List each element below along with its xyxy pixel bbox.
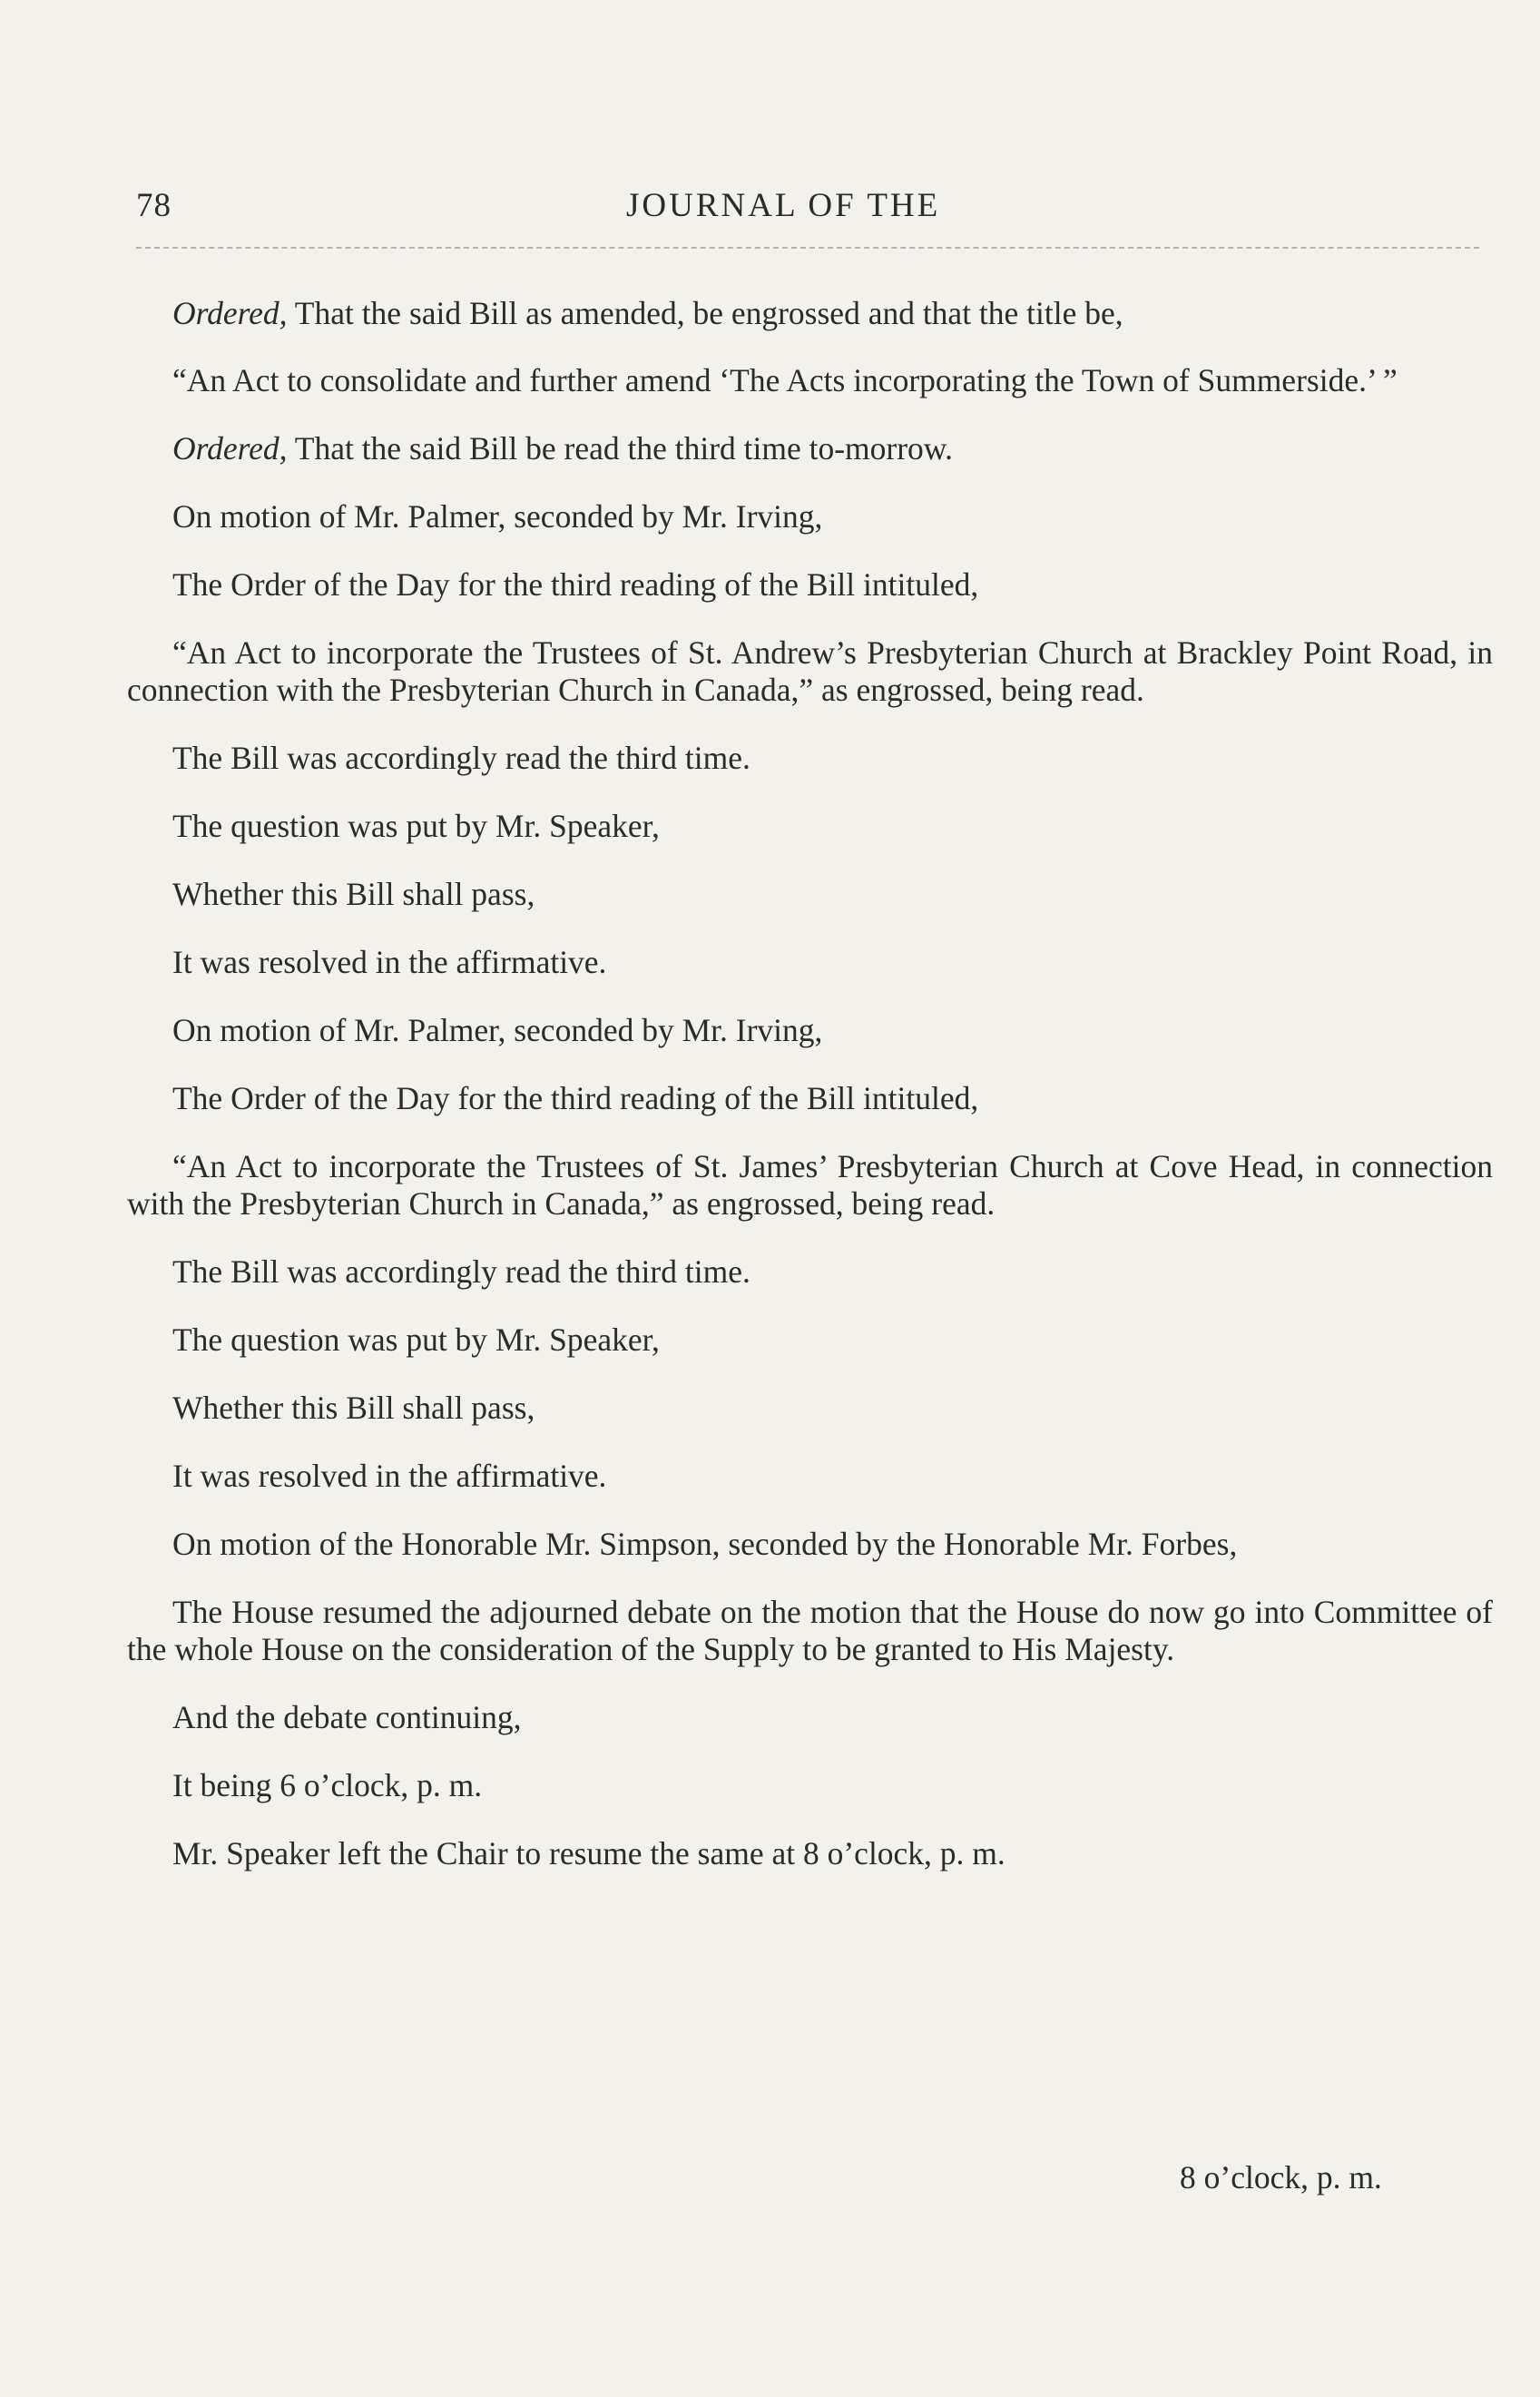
ordered-label: Ordered, [172, 430, 288, 467]
paragraph-motion: On motion of Mr. Palmer, seconded by Mr. Irving, [172, 1012, 823, 1048]
paragraph-debate-resumed: The House resumed the adjourned debate on the motion that the House do now go into Committee of the whole House on the consideration of the Supply to be granted to His Majesty. [127, 1594, 1493, 1667]
paragraph-resolved: It was resolved in the affirmative. [172, 1458, 607, 1494]
time-heading: 8 o’clock, p. m. [1180, 2159, 1382, 2196]
paragraph-act-title: “An Act to consolidate and further amend ‘The Acts incorporating the Town of Summerside.’ ” [172, 362, 1398, 398]
paragraph-text: That the said Bill as amended, be engrossed and that the title be, [287, 295, 1123, 331]
paragraph-whether: Whether this Bill shall pass, [172, 876, 535, 912]
page-header [136, 186, 1479, 241]
paragraph-motion: On motion of Mr. Palmer, seconded by Mr. Irving, [172, 498, 823, 535]
paragraph-bill-read: The Bill was accordingly read the third time. [172, 740, 750, 776]
paragraph-motion-simpson: On motion of the Honorable Mr. Simpson, seconded by the Honorable Mr. Forbes, [172, 1526, 1238, 1562]
paragraph-speaker-left: Mr. Speaker left the Chair to resume the same at 8 o’clock, p. m. [172, 1835, 1005, 1871]
paragraph-text: That the said Bill be read the third time to-morrow. [287, 430, 954, 467]
page-number: 78 [136, 187, 172, 224]
paragraph-bill-read: The Bill was accordingly read the third time. [172, 1253, 750, 1290]
paragraph-act-st-andrews: “An Act to incorporate the Trustees of St. Andrew’s Presbyterian Church at Brackley Point Road, in connection with the Presbyterian Church in Canada,” as engrossed, being read. [127, 634, 1493, 708]
ordered-label: Ordered, [172, 295, 288, 331]
paragraph-resolved: It was resolved in the affirmative. [172, 944, 607, 980]
paragraph-ordered-reading [127, 430, 1493, 467]
paragraph-order-of-day: The Order of the Day for the third reading of the Bill intituled, [172, 1080, 979, 1116]
header-rule [136, 247, 1479, 249]
paragraph-debate-continuing: And the debate continuing, [172, 1699, 522, 1735]
paragraph-question: The question was put by Mr. Speaker, [172, 808, 660, 844]
journal-body [127, 295, 1493, 1872]
paragraph-question: The question was put by Mr. Speaker, [172, 1321, 660, 1358]
running-head: JOURNAL OF THE [626, 187, 941, 224]
paragraph-order-of-day: The Order of the Day for the third reading of the Bill intituled, [172, 566, 979, 603]
paragraph-six-oclock: It being 6 o’clock, p. m. [172, 1767, 483, 1803]
paragraph-act-st-james: “An Act to incorporate the Trustees of St. James’ Presbyterian Church at Cove Head, in connection with the Presbyterian Church in Canada,” as engrossed, being read. [127, 1148, 1493, 1222]
paragraph-whether: Whether this Bill shall pass, [172, 1390, 535, 1426]
paragraph-ordered-title [127, 295, 1493, 332]
